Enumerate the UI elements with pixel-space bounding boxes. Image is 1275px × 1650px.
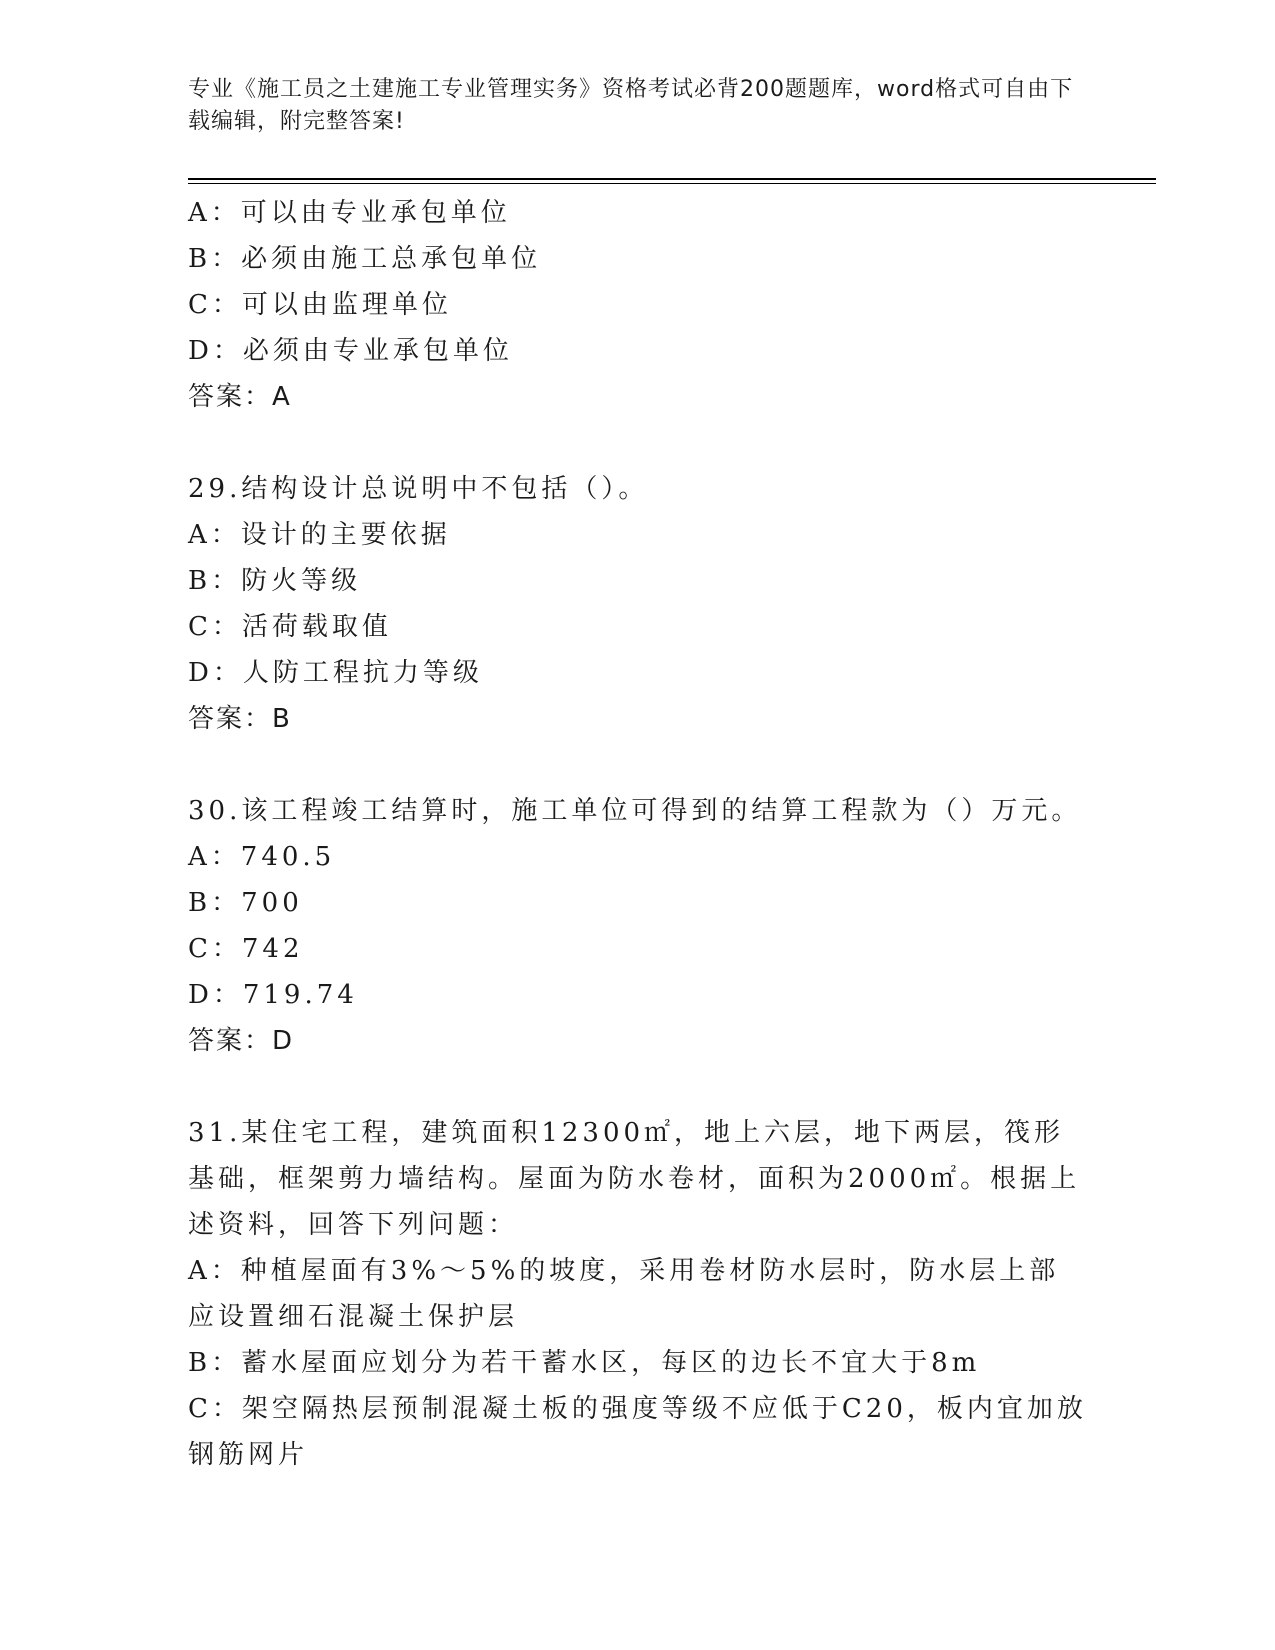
option-a: A：740.5 xyxy=(188,842,336,872)
option-d: D：必须由专业承包单位 xyxy=(188,336,513,366)
option-a: A：可以由专业承包单位 xyxy=(188,198,511,228)
answer-text: 答案：B xyxy=(188,704,292,734)
question-block-30 xyxy=(188,788,1088,1064)
answer-text: 答案：D xyxy=(188,1026,295,1056)
question-list xyxy=(188,190,1088,1478)
question-block-29 xyxy=(188,466,1088,742)
question-text: 30.该工程竣工结算时，施工单位可得到的结算工程款为（）万元。 xyxy=(188,796,1082,826)
option-c: C：可以由监理单位 xyxy=(188,290,452,320)
option-c: C：742 xyxy=(188,934,304,964)
option-b: B：防火等级 xyxy=(188,566,362,596)
question-text: 29.结构设计总说明中不包括（）。 xyxy=(188,474,649,504)
header-rule-thin xyxy=(188,183,1156,184)
header-rule xyxy=(188,178,1156,180)
document-header: 专业《施工员之土建施工专业管理实务》资格考试必背200题题库，word格式可自由下载编辑，附完整答案! xyxy=(188,77,1074,134)
option-b: B：700 xyxy=(188,888,303,918)
question-block-28 xyxy=(188,190,1088,420)
option-d: D：719.74 xyxy=(188,980,358,1010)
option-b: B：蓄水屋面应划分为若干蓄水区，每区的边长不宜大于8m xyxy=(188,1348,981,1378)
option-c: C：架空隔热层预制混凝土板的强度等级不应低于C20，板内宜加放钢筋网片 xyxy=(188,1394,1087,1470)
question-text: 31.某住宅工程，建筑面积12300㎡，地上六层，地下两层，筏形基础，框架剪力墙结构。屋面为防水卷材，面积为2000㎡。根据上述资料，回答下列问题： xyxy=(188,1118,1081,1240)
option-a: A：种植屋面有3%～5%的坡度，采用卷材防水层时，防水层上部应设置细石混凝土保护层 xyxy=(188,1256,1060,1332)
answer-text: 答案：A xyxy=(188,382,292,412)
option-a: A：设计的主要依据 xyxy=(188,520,451,550)
question-block-31 xyxy=(188,1110,1088,1478)
option-b: B：必须由施工总承包单位 xyxy=(188,244,542,274)
option-d: D：人防工程抗力等级 xyxy=(188,658,483,688)
option-c: C：活荷载取值 xyxy=(188,612,392,642)
